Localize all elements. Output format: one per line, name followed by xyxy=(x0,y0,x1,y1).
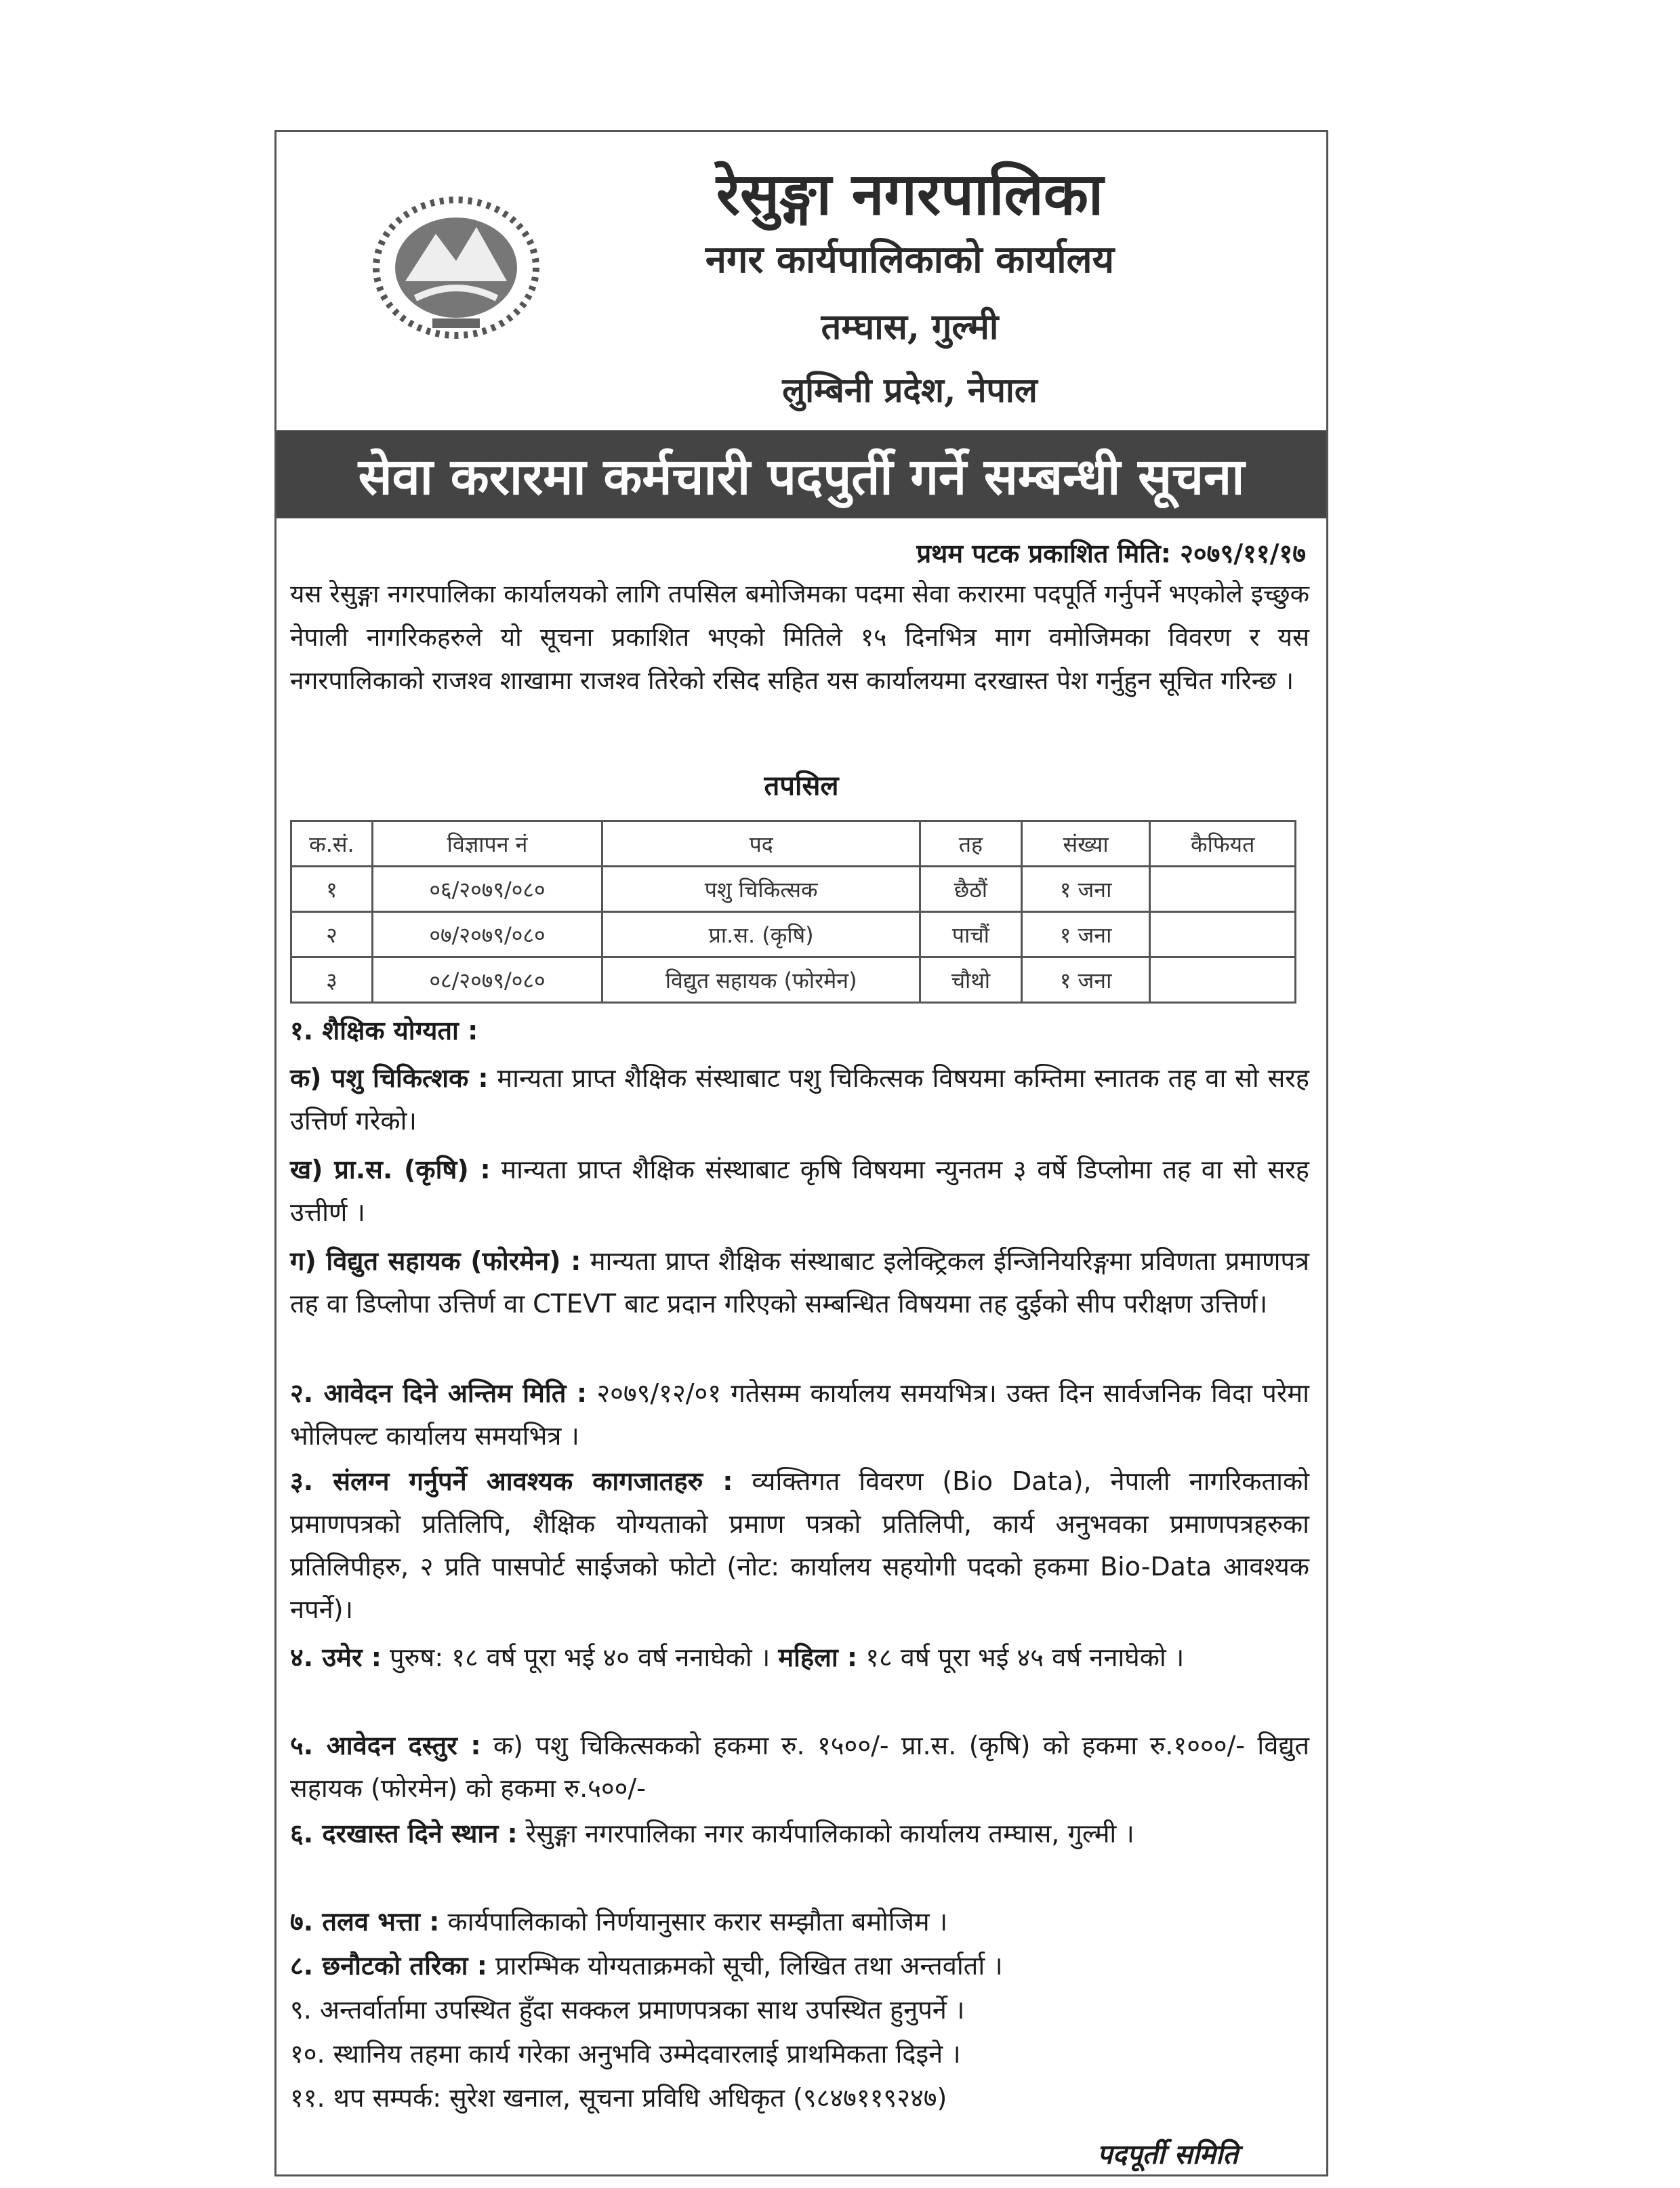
table-cell: पाचौं xyxy=(920,912,1022,957)
section-text: मान्यता प्राप्त शैक्षिक संस्थाबाट पशु चिकित्सक विषयमा कम्तिमा स्नातक तह वा सो सरह उत्तिर्ण गरेको। xyxy=(290,1063,1309,1136)
table-cell: प्रा.स. (कृषि) xyxy=(602,912,920,957)
section-text: ११. थप सम्पर्क: सुरेश खनाल, सूचना प्रविधि अधिकृत (९८४७११९२४७) xyxy=(290,2083,947,2113)
section-text: प्रारम्भिक योग्यताक्रमको सूची, लिखित तथा अन्तर्वार्ता । xyxy=(495,1951,1003,1981)
col-header-ad-no: विज्ञापन नं xyxy=(372,821,602,867)
col-header-level: तह xyxy=(920,821,1022,867)
section-text: पुरुष: १८ वर्ष पूरा भई ४० वर्ष ननाघेको । xyxy=(390,1643,771,1672)
section-qualification-c xyxy=(290,1240,1309,1325)
section-label-female: महिला : xyxy=(778,1643,858,1672)
table-cell xyxy=(1150,867,1296,912)
publish-date: प्रथम पटक प्रकाशित मिति: २०७९/११/१७ xyxy=(916,539,1306,569)
section-qualification-a xyxy=(290,1057,1309,1142)
section-text: मान्यता प्राप्त शैक्षिक संस्थाबाट इलेक्ट्रिकल ईन्जिनियरिङ्गमा प्रविणता प्रमाणपत्र तह वा डिप्लोपा उत्तिर्ण वा CTEVT बाट प्रदान गरिएको सम्बन्धित विषयमा तह दुईको सीप परीक्षण उत्तिर्ण। xyxy=(290,1246,1309,1319)
committee-signature: पदपूर्ती समिति xyxy=(1097,2139,1238,2170)
section-text: मान्यता प्राप्त शैक्षिक संस्थाबाट कृषि विषयमा न्युनतम ३ वर्षे डिप्लोमा तह वा सो सरह उत्तीर्ण । xyxy=(290,1155,1309,1227)
section-heading: १. शैक्षिक योग्यता : xyxy=(290,1016,478,1046)
table-cell xyxy=(1150,957,1296,1003)
section-label: ग) विद्युत सहायक (फोरमेन) : xyxy=(290,1246,581,1276)
office-name: नगर कार्यपालिकाको कार्यालय xyxy=(705,237,1115,282)
section-label: ६. दरखास्त दिने स्थान : xyxy=(290,1819,518,1849)
section-label: ७. तलव भत्ता : xyxy=(290,1907,440,1937)
section-salary xyxy=(290,1901,1309,1943)
section-deadline xyxy=(290,1372,1309,1458)
table-cell: १ जना xyxy=(1021,867,1150,912)
section-text: कार्यपालिकाको निर्णयानुसार करार सम्झौता बमोजिम । xyxy=(447,1907,948,1937)
table-cell: १ जना xyxy=(1021,912,1150,957)
section-place xyxy=(290,1813,1309,1855)
table-cell: चौथो xyxy=(920,957,1022,1003)
table-cell: ३ xyxy=(291,957,373,1003)
province-name: लुम्बिनी प्रदेश, नेपाल xyxy=(782,370,1038,410)
notice-header xyxy=(276,132,1326,430)
table-row xyxy=(291,867,1296,912)
table-cell: छैठौं xyxy=(920,867,1022,912)
table-header-row xyxy=(291,821,1296,867)
section-label: ३. संलग्न गर्नुपर्ने आवश्यक कागजातहरु : xyxy=(290,1466,733,1496)
table-row xyxy=(291,957,1296,1003)
section-documents xyxy=(290,1460,1309,1631)
section-qualification-b xyxy=(290,1149,1309,1234)
section-label: ५. आवेदन दस्तुर : xyxy=(290,1731,481,1760)
table-cell: पशु चिकित्सक xyxy=(602,867,920,912)
tapasil-heading: तपसिल xyxy=(764,770,839,802)
section-label: ख) प्रा.स. (कृषि) : xyxy=(290,1155,491,1184)
section-text: व्यक्तिगत विवरण (Bio Data), नेपाली नागरिकताको प्रमाणपत्रको प्रतिलिपि, शैक्षिक योग्यताको प्रमाण पत्रको प्रतिलिपी, कार्य अनुभवका प्रमाणपत्रहरुका प्रतिलिपीहरु, २ प्रति पासपोर्ट साईजको फोटो (नोट: कार्यालय सहयोगी पदको हकमा Bio-Data आवश्यक नपर्ने)। xyxy=(290,1466,1309,1624)
col-header-sn: क.सं. xyxy=(291,821,373,867)
section-interview xyxy=(290,1989,1309,2031)
section-priority xyxy=(290,2033,1309,2076)
section-label: ८. छनौटको तरिका : xyxy=(290,1951,487,1981)
section-text-female: १८ वर्ष पूरा भई ४५ वर्ष ननाघेको । xyxy=(865,1643,1185,1672)
table-row xyxy=(291,912,1296,957)
table-cell: ०६/२०७९/०८० xyxy=(372,867,602,912)
section-contact xyxy=(290,2077,1309,2120)
table-cell: १ xyxy=(291,867,373,912)
table-cell: १ जना xyxy=(1021,957,1150,1003)
table-cell: विद्युत सहायक (फोरमेन) xyxy=(602,957,920,1003)
col-header-count: संख्या xyxy=(1021,821,1150,867)
section-text: क) पशु चिकित्सकको हकमा रु. १५००/- प्रा.स. (कृषि) को हकमा रु.१०००/- विद्युत सहायक (फोरमेन) को हकमा रु.५००/- xyxy=(290,1731,1309,1803)
vacancy-table xyxy=(290,820,1296,1004)
office-address: तम्घास, गुल्मी xyxy=(821,306,999,348)
notice-frame xyxy=(274,130,1328,2176)
section-fee xyxy=(290,1725,1309,1810)
section-selection xyxy=(290,1945,1309,1987)
section-qualification-heading xyxy=(290,1010,1309,1052)
section-label: क) पशु चिकित्शक : xyxy=(290,1063,489,1093)
notice-title: सेवा करारमा कर्मचारी पदपुर्ती गर्ने सम्बन्धी सूचना xyxy=(276,430,1326,518)
municipality-name: रेसुङ्गा नगरपालिका xyxy=(716,160,1104,228)
intro-paragraph: यस रेसुङ्गा नगरपालिका कार्यालयको लागि तपसिल बमोजिमका पदमा सेवा करारमा पदपूर्ति गर्नुपर्ने भएकोले इच्छुक नेपाली नागरिकहरुले यो सूचना प्रकाशित भएको मितिले १५ दिनभित्र माग वमोजिमका विवरण र यस नगरपालिकाको राजश्व शाखामा राजश्व तिरेको रसिद सहित यस कार्यालयमा दरखास्त पेश गर्नुहुन सूचित गरिन्छ । xyxy=(290,579,1309,695)
section-text: १०. स्थानिय तहमा कार्य गरेका अनुभवि उम्मेदवारलाई प्राथमिकता दिइने । xyxy=(290,2039,961,2069)
table-cell xyxy=(1150,912,1296,957)
section-text: २०७९/१२/०१ गतेसम्म कार्यालय समयभित्र। उक्त दिन सार्वजनिक विदा परेमा भोलिपल्ट कार्यालय समयभित्र । xyxy=(290,1378,1309,1451)
table-cell: ०७/२०७९/०८० xyxy=(372,912,602,957)
section-label: ४. उमेर : xyxy=(290,1643,382,1672)
col-header-remarks: कैफियत xyxy=(1150,821,1296,867)
table-cell: २ xyxy=(291,912,373,957)
section-text: ९. अन्तर्वार्तामा उपस्थित हुँदा सक्कल प्रमाणपत्रका साथ उपस्थित हुनुपर्ने । xyxy=(290,1995,965,2025)
section-text: रेसुङ्गा नगरपालिका नगर कार्यपालिकाको कार्यालय तम्घास, गुल्मी । xyxy=(525,1819,1134,1849)
table-cell: ०८/२०७९/०८० xyxy=(372,957,602,1003)
section-label: २. आवेदन दिने अन्तिम मिति : xyxy=(290,1378,588,1408)
section-age xyxy=(290,1636,1309,1679)
col-header-post: पद xyxy=(602,821,920,867)
